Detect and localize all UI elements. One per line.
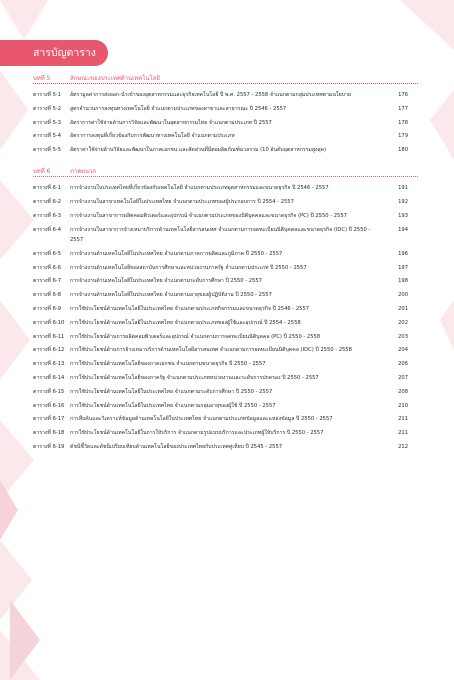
entry-text: สูตรจำนวนการลงทุนทางเทคโนโลยี จำแนกตามประเภทของสาขาและสาธารณะ ปี 2546 - 2557 (70, 105, 287, 112)
entry-text: การจ้างงานในสาขาการผลิตคอมพิวเตอร์และอุปกรณ์ จำแนกตามประเภทของนิติบุคคลและขนาดธุรกิจ (PC) ปี 2550 - 2557 (70, 212, 347, 219)
toc-entry[interactable] (33, 118, 418, 128)
toc-entry[interactable] (33, 304, 418, 314)
entry-page-number: 200 (398, 292, 408, 299)
entry-page-number: 197 (398, 264, 408, 271)
entry-page-number: 196 (398, 250, 408, 257)
entry-text: การใช้ประโยชน์ด้านเทคโนโลยีในประเทศไทย จำแนกตามระดับการศึกษา ปี 2550 - 2557 (70, 388, 273, 395)
entry-text: การใช้ประโยชน์ด้านเทคโนโลยีของภาครัฐ จำแนกตามประเภทหน่วยงานและระดับการปกครอง ปี 2550 - 2557 (70, 374, 319, 381)
entry-page-number: 191 (398, 185, 408, 192)
entry-page-number: 192 (398, 199, 408, 206)
entry-page-number: 203 (398, 333, 408, 340)
toc-entry[interactable] (33, 276, 418, 286)
entry-label: ตารางที่ 6-17 (33, 416, 65, 423)
entry-label: ตารางที่ 6-7 (33, 278, 62, 285)
toc-entry[interactable] (33, 414, 418, 424)
entry-page-number: 210 (398, 402, 408, 409)
toc-entry[interactable] (33, 318, 418, 328)
toc-entry[interactable] (33, 131, 418, 141)
entry-label: ตารางที่ 5-2 (33, 105, 62, 112)
toc-entry[interactable] (33, 387, 418, 397)
toc-entry[interactable] (33, 263, 418, 273)
entry-label: ตารางที่ 6-16 (33, 402, 65, 409)
entry-label: ตารางที่ 5-1 (33, 92, 62, 98)
entry-page-number: 198 (398, 278, 408, 285)
section-header (33, 70, 418, 84)
entry-text: การใช้ประโยชน์ด้านเทคโนโลยีในการให้บริการ จำแนกตามรูปแบบบริการและประเภทผู้ให้บริการ ปี 2550 - 2557 (70, 430, 324, 437)
entry-label: ตารางที่ 6-19 (33, 443, 65, 450)
toc-entry[interactable] (33, 428, 418, 438)
toc-entry[interactable] (33, 401, 418, 411)
entry-label: ตารางที่ 5-3 (33, 119, 62, 126)
entry-text: การใช้ประโยชน์ด้านการจ้างเหมาบริการด้านเทคโนโลยีสารสนเทศ จำแนกตามการจดทะเบียนนิติบุคคล (IDC) ปี 2550 - 2558 (70, 347, 352, 354)
entry-text: การจ้างงานด้านเทคโนโลยีในประเทศไทย จำแนกตามอายุของผู้ปฏิบัติงาน ปี 2550 - 2557 (70, 292, 272, 299)
entry-label: ตารางที่ 6-2 (33, 199, 62, 206)
toc-section-5 (33, 70, 418, 155)
entry-label: ตารางที่ 5-4 (33, 133, 62, 140)
page-title: สารบัญตาราง (0, 40, 108, 66)
entry-label: ตารางที่ 6-1 (33, 185, 62, 192)
entry-page-number: 211 (398, 430, 408, 437)
entry-text: ดัชนีชี้วัดและดัชนีเปรียบเทียบด้านเทคโนโลยีของประเทศไทยกับประเทศคู่เทียบ ปี 2545 - 2557 (70, 443, 283, 450)
entry-text: การใช้ประโยชน์ด้านเทคโนโลยีของภาคเอกชน จำแนกตามขนาดธุรกิจ ปี 2550 - 2557 (70, 361, 266, 368)
toc-entry[interactable] (33, 332, 418, 342)
toc-entry[interactable] (33, 183, 418, 193)
entry-page-number: 201 (398, 305, 408, 312)
entry-page-number: 176 (398, 92, 408, 98)
entry-text: การจ้างงานด้านเทคโนโลยีในประเทศไทย จำแนกตามภาคการผลิตและภูมิภาค ปี 2550 - 2557 (70, 250, 283, 257)
toc-entry[interactable] (33, 104, 418, 114)
entry-text: การใช้ประโยชน์ด้านเทคโนโลยีในประเทศไทย จำแนกตามกลุ่มอายุของผู้ใช้ ปี 2550 - 2557 (70, 402, 276, 409)
entry-label: ตารางที่ 6-3 (33, 212, 62, 219)
entry-label: ตารางที่ 6-9 (33, 305, 62, 312)
toc-section-6 (33, 163, 418, 452)
entry-text: อัตราการค่าใช้จ่ายด้านการวิจัยและพัฒนาในอุตสาหกรรมไทย จำแนกตามประเภท ปี 2557 (70, 119, 272, 126)
entry-label: ตารางที่ 6-15 (33, 388, 65, 395)
entry-text: การใช้ประโยชน์ด้านเทคโนโลยีในประเทศไทย จำแนกตามประเภทกิจกรรมและขนาดธุรกิจ ปี 2546 - 2557 (70, 305, 310, 312)
section-number: บทที่ 5 (33, 75, 51, 82)
entry-label: ตารางที่ 6-8 (33, 292, 62, 299)
section-header (33, 163, 418, 177)
entry-label: ตารางที่ 5-5 (33, 147, 62, 154)
toc-entry[interactable] (33, 90, 418, 100)
entry-label: ตารางที่ 6-6 (33, 264, 62, 271)
entry-text: การใช้ประโยชน์ด้านการผลิตคอมพิวเตอร์และอุปกรณ์ จำแนกตามการจดทะเบียนนิติบุคคล (PC) ปี 2550 - 2558 (70, 333, 321, 340)
entry-label: ตารางที่ 6-13 (33, 361, 65, 368)
toc-entry[interactable] (33, 359, 418, 369)
entry-label: ตารางที่ 6-11 (33, 333, 65, 340)
entry-label: ตารางที่ 6-12 (33, 347, 65, 354)
entry-page-number: 177 (398, 105, 408, 112)
section-title: ภาคผนวก (70, 168, 96, 176)
entry-page-number: 211 (398, 416, 408, 423)
entry-page-number: 178 (398, 119, 408, 126)
entry-text: การจ้างงานด้านเทคโนโลยีในประเทศไทย จำแนกตามระดับการศึกษา ปี 2550 - 2557 (70, 278, 262, 285)
section-title: ลักษณะของประเทศด้านเทคโนโลยี (70, 75, 160, 82)
entry-page-number: 194 (398, 226, 408, 233)
entry-text: อัตรามูลค่าการส่งออก-นำเข้าของอุตสาหกรรมและธุรกิจเทคโนโลยี ปี พ.ศ. 2557 - 2558 จำแนกตามกลุ่มประเทศตามนโยบาย (70, 92, 351, 98)
toc-entry[interactable] (33, 442, 418, 452)
toc-entry[interactable] (33, 145, 418, 155)
toc-entry[interactable] (33, 211, 418, 221)
entry-text: การจ้างงานด้านเทคโนโลยีของสถาบันการศึกษาและหน่วยงานภาครัฐ จำแนกตามประเภท ปี 2550 - 2557 (70, 264, 307, 271)
entry-text: การสืบค้นและวิเคราะห์ข้อมูลด้านเทคโนโลยีในประเทศไทย จำแนกตามประเภทข้อมูลและแหล่งข้อมูล ปี 2550 - 2557 (70, 416, 333, 423)
entry-label: ตารางที่ 6-18 (33, 430, 65, 437)
entry-label: ตารางที่ 6-14 (33, 374, 65, 381)
entry-page-number: 207 (398, 374, 408, 381)
entry-page-number: 204 (398, 347, 408, 354)
toc-entry[interactable] (33, 249, 418, 259)
entry-text: อัตราค่าใช้จ่ายด้านวิจัยและพัฒนาในภาคเอกชน และสัดส่วนที่มีต่อผลิตภัณฑ์มวลรวม (10 อันดับอุตสาหกรรมสูงสุด) (70, 147, 327, 154)
toc-entry[interactable] (33, 345, 418, 355)
entry-label: ตารางที่ 6-5 (33, 250, 62, 257)
toc-entry[interactable] (33, 197, 418, 207)
entry-text: การใช้ประโยชน์ด้านเทคโนโลยีในประเทศไทย จำแนกตามประเภทของผู้ใช้และอุปกรณ์ ปี 2554 - 2558 (70, 319, 301, 326)
entry-page-number: 180 (398, 147, 408, 154)
entry-text: การจ้างงานในประเทศไทยที่เกี่ยวข้องกับเทคโนโลยี จำแนกตามประเภทอุตสาหกรรมและขนาดธุรกิจ ปี 2546 - 2557 (70, 185, 329, 192)
entry-text: การจ้างงานในสาขาเทคโนโลยีในประเทศไทย จำแนกตามประเภทของผู้ประกอบการ ปี 2554 - 2557 (70, 199, 294, 206)
entry-page-number: 208 (398, 388, 408, 395)
entry-page-number: 179 (398, 133, 408, 140)
entry-text: อัตราการลงทุนที่เกี่ยวข้องกับการพัฒนาทางเทคโนโลยี จำแนกตามประเภท (70, 133, 235, 140)
entry-label: ตารางที่ 6-10 (33, 319, 65, 326)
toc-entry[interactable] (33, 290, 418, 300)
entry-page-number: 193 (398, 212, 408, 219)
entry-page-number: 202 (398, 319, 408, 326)
section-number: บทที่ 6 (33, 168, 51, 176)
entry-page-number: 212 (398, 443, 408, 450)
toc-entry[interactable] (33, 225, 418, 245)
entry-label: ตารางที่ 6-4 (33, 226, 62, 233)
table-of-contents (33, 70, 418, 456)
entry-text: การจ้างงานในสาขาการจ้างเหมาบริการด้านเทคโนโลยีสารสนเทศ จำแนกตามการจดทะเบียนนิติบุคคลและขนาดธุรกิจ (IDC) ปี 2550 - 2557 (70, 226, 371, 243)
entry-page-number: 206 (398, 361, 408, 368)
toc-entry[interactable] (33, 373, 418, 383)
